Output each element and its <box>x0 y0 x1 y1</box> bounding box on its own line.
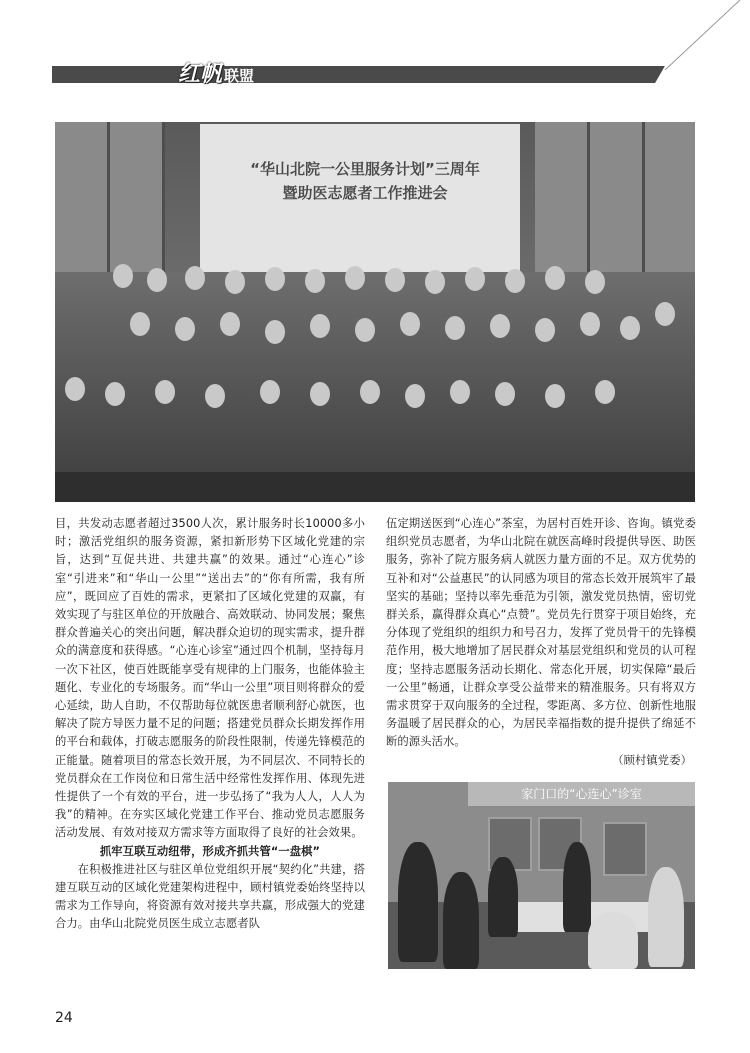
section-brand <box>178 58 254 88</box>
clinic-sign: 家门口的“心连心”诊室 <box>468 782 695 806</box>
paragraph: 目，共发动志愿者超过3500人次，累计服务时长10000多小时；激活党组织的服务资源，紧扣新形势下区域化党建的宗旨，达到“互促共进、共建共赢”的效果。通过“心连心”诊室“引进来”和“华山一公里”“送出去”的“你有所需，我有所应”，既回应了百姓的需求，更紧扣了区域化党建的双赢，有效实现了与驻区单位的开放融合、高效联动、协同发展；聚焦群众普遍关心的突出问题，解决群众迫切的现实需求，提升群众的满意度和获得感。“心连心诊室”通过四个机制，坚持每月一次下社区，使百姓既能享受有规律的上门服务，也能体验主题化、专业化的专场服务。而“华山一公里”项目则将群众的爱心延续，助人自助，不仅帮助每位就医患者顺利舒心就医，也解决了院方导医力量不足的问题；搭建党员群众长期发挥作用的平台和载体，打破志愿服务的阶段性限制，传递先锋模范的正能量。随着项目的常态长效开展，为不同层次、不同特长的党员群众在工作岗位和日常生活中经常性发挥作用、体现先进性提供了一个有效的平台，进一步弘扬了“我为人人，人人为我”的精神。在夯实区域化党建工作平台、推动党员志愿服务活动发展、有效对接双方需求等方面取得了良好的社会效果。 <box>55 517 365 840</box>
paragraph: 在积极推进社区与驻区单位党组织开展“契约化”共建，搭建互联互动的区域化党建架构进程中，顾村镇党委始终坚持以需求为工作导向，将资源有效对接共享共赢，形成强大的党建合力。由华山北院党员医生成立志愿者队 <box>55 862 365 931</box>
clinic-photo <box>388 782 695 969</box>
page-number: 24 <box>55 1010 73 1026</box>
banner-subtitle: 暨助医志愿者工作推进会 <box>282 184 448 202</box>
banner-title: “华山北院一公里服务计划”三周年 <box>250 160 480 178</box>
paragraph: 伍定期送医到“心连心”茶室，为居村百姓开诊、咨询。镇党委组织党员志愿者，为华山北院在就医高峰时段提供导医、助医服务，弥补了院方服务病人就医力量方面的不足。双方优势的互补和对“公益惠民”的认同感为项目的常态长效开展筑牢了最坚实的基础；坚持以率先垂范为引领，激发党员热情，密切党群关系，赢得群众真心“点赞”。党员先行贯穿于项目始终，充分体现了党组织的组织力和号召力，发挥了党员骨干的先锋模范作用，极大地增加了居民群众对基层党组织和党员的认可程度；坚持志愿服务活动长期化、常态化开展，切实保障“最后一公里”畅通，让群众享受公益带来的精准服务。只有将双方需求贯穿于双向服务的全过程，零距离、多方位、创新性地服务温暖了居民群众的心，为居民幸福指数的提升提供了绵延不断的源头活水。 <box>386 517 696 749</box>
article-credit: （顾村镇党委） <box>612 753 692 767</box>
crowd <box>55 272 695 502</box>
corner-decoration <box>0 0 750 70</box>
brand-sub: 联盟 <box>224 67 255 85</box>
article-right-column <box>386 515 696 770</box>
section-subheading: 抓牢互联互动纽带，形成齐抓共管“一盘棋” <box>99 844 321 858</box>
event-banner <box>200 124 520 284</box>
article-left-column <box>55 515 365 934</box>
brand-main: 红帆 <box>178 61 223 87</box>
group-photo <box>55 122 695 502</box>
